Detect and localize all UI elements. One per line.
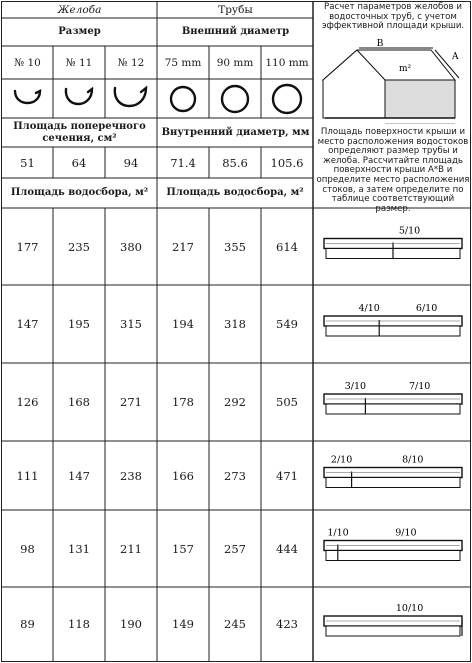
outlet-diagram-0 <box>314 208 470 285</box>
pipe-area-3-0: 166 <box>172 468 194 483</box>
fraction-label-0: 1/10 <box>327 527 349 539</box>
gutter-area-4-0: 98 <box>20 541 35 556</box>
gutter-size-10: № 10 <box>14 56 41 69</box>
gutter-area-3-1: 147 <box>68 468 90 483</box>
gutter-area-2-1: 168 <box>68 395 90 409</box>
fraction-label-0: 2/10 <box>330 454 353 466</box>
inner-diameter-label: Внутренний диаметр, мм <box>161 126 310 138</box>
inner-diameter-90: 85.6 <box>222 155 248 170</box>
pipe-area-3-1: 273 <box>224 468 246 483</box>
roof-eave <box>326 626 460 636</box>
pipe-area-4-0: 157 <box>172 541 194 556</box>
pipe-profile-90-icon <box>222 86 248 112</box>
pipe-area-5-0: 149 <box>172 617 194 631</box>
roof-diagram <box>315 34 471 124</box>
pipe-area-2-2: 505 <box>276 395 298 409</box>
gutter-area-2-2: 271 <box>120 395 142 409</box>
pipe-area-4-1: 257 <box>224 541 246 556</box>
section-value-12: 94 <box>123 155 139 170</box>
fraction-label-0: 3/10 <box>344 381 367 392</box>
roof-eave <box>326 478 460 488</box>
fraction-label-1: 6/10 <box>415 303 438 314</box>
gutter-area-5-2: 190 <box>120 617 142 631</box>
roof-eave <box>326 551 460 561</box>
gutter-size-11: № 11 <box>65 56 93 69</box>
pipe-area-5-1: 245 <box>224 617 246 631</box>
gutter-area-3-2: 238 <box>120 468 142 483</box>
gutter-area-1-0: 147 <box>16 317 39 331</box>
section-value-10: 51 <box>20 155 35 170</box>
pipes-header: Трубы <box>218 4 253 16</box>
pipe-area-0-2: 614 <box>276 239 298 254</box>
roof-calc-instructions: Площадь поверхности крыши и место расположения водостоков определяют размер трубы и желоба. Рассчитайте площадь поверхности крыши A*B и определите место расположения стоков, а затем определите по таблице соответствующий размер. <box>316 127 470 214</box>
pipe-size-90: 90 mm <box>216 56 254 69</box>
pipe-area-0-0: 217 <box>172 239 194 254</box>
section-area-label: Площадь поперечного сечения, см² <box>13 120 146 144</box>
pipe-area-5-2: 423 <box>276 617 298 631</box>
outlet-diagram-5 <box>314 587 470 661</box>
fraction-label-0: 4/10 <box>358 303 380 314</box>
catchment-label-pipes: Площадь водосбора, м² <box>166 187 304 198</box>
pipe-area-2-0: 178 <box>172 395 194 409</box>
fraction-label-0: 10/10 <box>395 603 424 614</box>
roof-calc-caption: Расчет параметров желобов и водосточных труб, с учетом эффективной площади крыши. <box>321 2 465 32</box>
fraction-label-1: 7/10 <box>409 381 431 392</box>
pipe-area-3-2: 471 <box>276 468 298 483</box>
roof-label-b: B <box>376 39 384 49</box>
fraction-label-0: 5/10 <box>398 225 421 237</box>
gutter-area-2-0: 126 <box>16 395 39 409</box>
profile-icons <box>0 79 313 119</box>
gutter-area-5-0: 89 <box>20 617 35 631</box>
gutter-area-1-2: 315 <box>120 317 142 331</box>
pipe-profile-110-icon <box>273 85 301 113</box>
pipe-profile-75-icon <box>171 87 195 111</box>
roof-label-m2: m² <box>399 64 412 74</box>
roof-eave <box>326 404 460 414</box>
outlet-diagram-1 <box>314 285 470 363</box>
gutter-area-0-2: 380 <box>120 239 142 254</box>
fraction-label-1: 9/10 <box>395 527 417 539</box>
gutter-size-12: № 12 <box>117 56 145 69</box>
roof-label-a: A <box>452 52 459 62</box>
pipe-area-0-1: 355 <box>224 239 246 254</box>
gutter-profile-10-icon <box>15 91 40 103</box>
outlet-diagram-4 <box>314 510 470 587</box>
gutter-area-1-1: 195 <box>68 317 90 331</box>
gutters-header: Желоба <box>57 4 102 16</box>
gutter-area-5-1: 118 <box>68 617 90 631</box>
size-header: Размер <box>58 26 101 37</box>
outer-diameter-header: Внешний диаметр <box>181 26 290 37</box>
pipe-size-110: 110 mm <box>265 56 309 69</box>
gutter-area-3-0: 111 <box>16 468 39 483</box>
gutter-area-0-0: 177 <box>16 239 39 254</box>
inner-diameter-75: 71.4 <box>170 155 196 170</box>
pipe-size-75: 75 mm <box>164 56 202 69</box>
catchment-label-gutters: Площадь водосбора, м² <box>10 187 149 198</box>
gutter-area-0-1: 235 <box>68 239 90 254</box>
section-value-11: 64 <box>71 155 87 170</box>
outlet-diagram-2 <box>314 363 470 441</box>
gutter-profile-12-icon <box>115 88 146 106</box>
pipe-area-1-2: 549 <box>276 317 298 331</box>
gutter-profile-11-icon <box>66 89 92 104</box>
roof-eave <box>326 326 460 336</box>
pipe-area-2-1: 292 <box>224 395 246 409</box>
outlet-diagram-3 <box>314 441 470 510</box>
fraction-label-1: 8/10 <box>402 454 424 466</box>
inner-diameter-110: 105.6 <box>270 155 304 170</box>
pipe-area-1-1: 318 <box>224 317 246 331</box>
gutter-area-4-2: 211 <box>120 541 142 556</box>
pipe-area-1-0: 194 <box>172 317 194 331</box>
pipe-area-4-2: 444 <box>276 541 298 556</box>
gutter-area-4-1: 131 <box>68 541 90 556</box>
